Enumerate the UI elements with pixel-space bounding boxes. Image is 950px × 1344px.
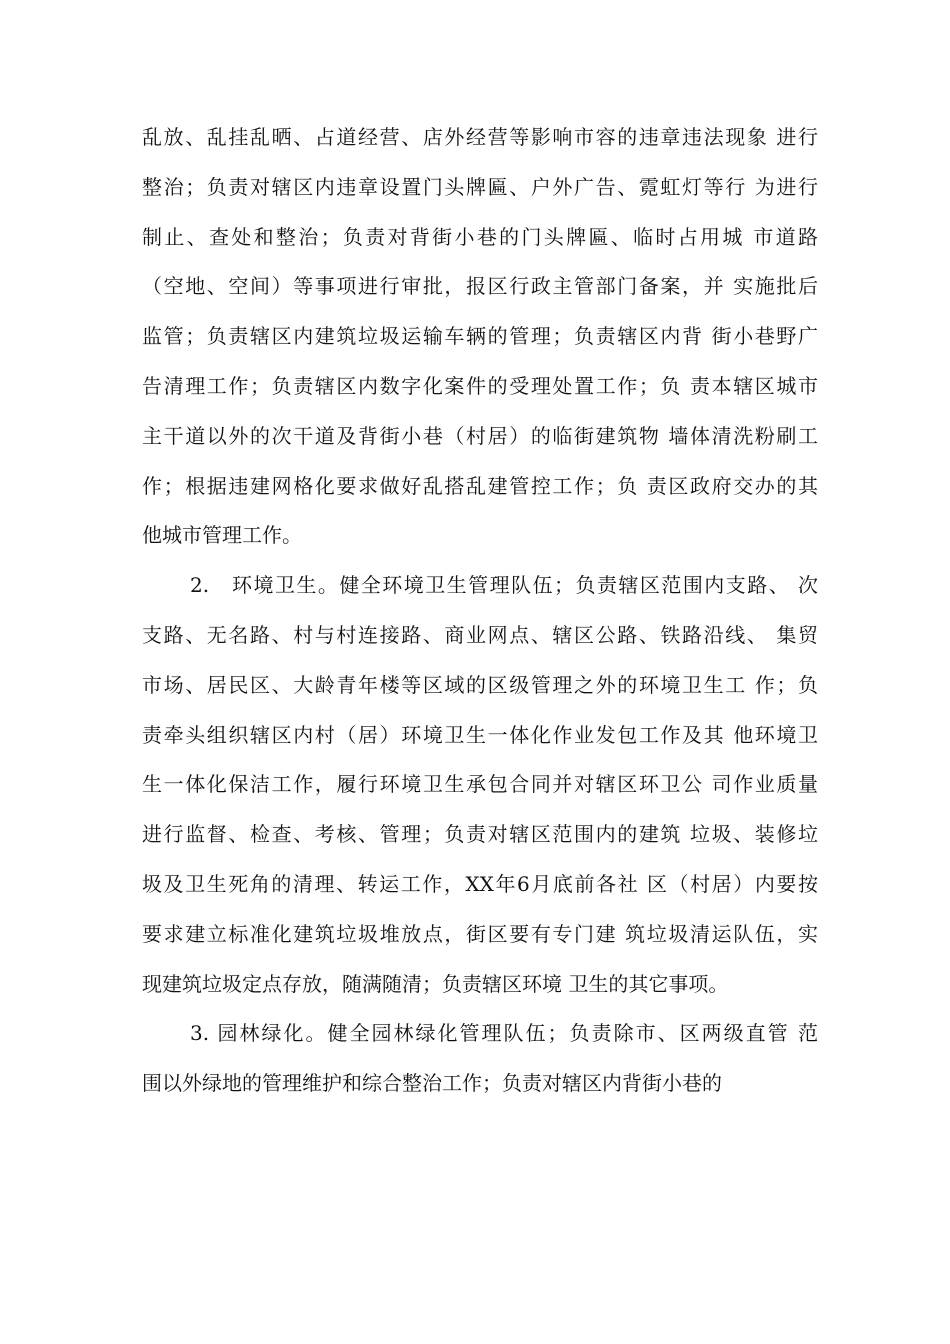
text-line: 要求建立标准化建筑垃圾堆放点，街区要有专门建 筑垃圾清运队伍，实: [142, 921, 818, 946]
text-line: 市场、居民区、大龄青年楼等区域的区级管理之外的环境卫生工 作；负: [142, 672, 818, 697]
text-line: 围以外绿地的管理维护和综合整治工作；负责对辖区内背街小巷的: [142, 1071, 722, 1096]
text-line: 制止、查处和整治；负责对背街小巷的门头牌匾、临时占用城 市道路: [142, 224, 818, 249]
document-body: [142, 113, 818, 1109]
text-line: （空地、空间）等事项进行审批，报区行政主管部门备案，并 实施批后: [142, 274, 818, 299]
text-line: 乱放、乱挂乱晒、占道经营、店外经营等影响市容的违章违法现象 进行: [142, 125, 818, 149]
text-line: 支路、无名路、村与村连接路、商业网点、辖区公路、铁路沿线、 集贸: [142, 622, 818, 647]
text-line: 责牵头组织辖区内村（居）环境卫生一体化作业发包工作及其 他环境卫: [142, 722, 818, 747]
text-line: 现建筑垃圾定点存放，随满随清；负责辖区环境 卫生的其它事项。: [142, 971, 729, 996]
text-line: 主干道以外的次干道及背街小巷（村居）的临街建筑物 墙体清洗粉刷工: [142, 423, 818, 448]
text-line: 告清理工作；负责辖区内数字化案件的受理处置工作；负 责本辖区城市: [142, 373, 818, 398]
paragraph-2: [142, 561, 818, 1009]
paragraph-3: [142, 1009, 818, 1109]
text-line: 他城市管理工作。: [142, 523, 302, 548]
paragraph-1: [142, 113, 818, 561]
text-line: 3. 园林绿化。健全园林绿化管理队伍；负责除市、区两级直管 范: [190, 1021, 818, 1046]
text-line: 圾及卫生死角的清理、转运工作，XX年6月底前各社 区（村居）内要按: [142, 871, 818, 896]
text-line: 生一体化保洁工作，履行环境卫生承包合同并对辖区环卫公 司作业质量: [142, 772, 818, 797]
text-line: 整治；负责对辖区内违章设置门头牌匾、户外广告、霓虹灯等行 为进行: [142, 174, 818, 199]
text-line: 进行监督、检查、考核、管理；负责对辖区范围内的建筑 垃圾、装修垃: [142, 822, 818, 847]
text-line: 2. 环境卫生。健全环境卫生管理队伍；负责辖区范围内支路、 次: [190, 573, 818, 598]
text-line: 作；根据违建网格化要求做好乱搭乱建管控工作；负 责区政府交办的其: [142, 473, 818, 498]
text-line: 监管；负责辖区内建筑垃圾运输车辆的管理；负责辖区内背 街小巷野广: [142, 324, 818, 349]
